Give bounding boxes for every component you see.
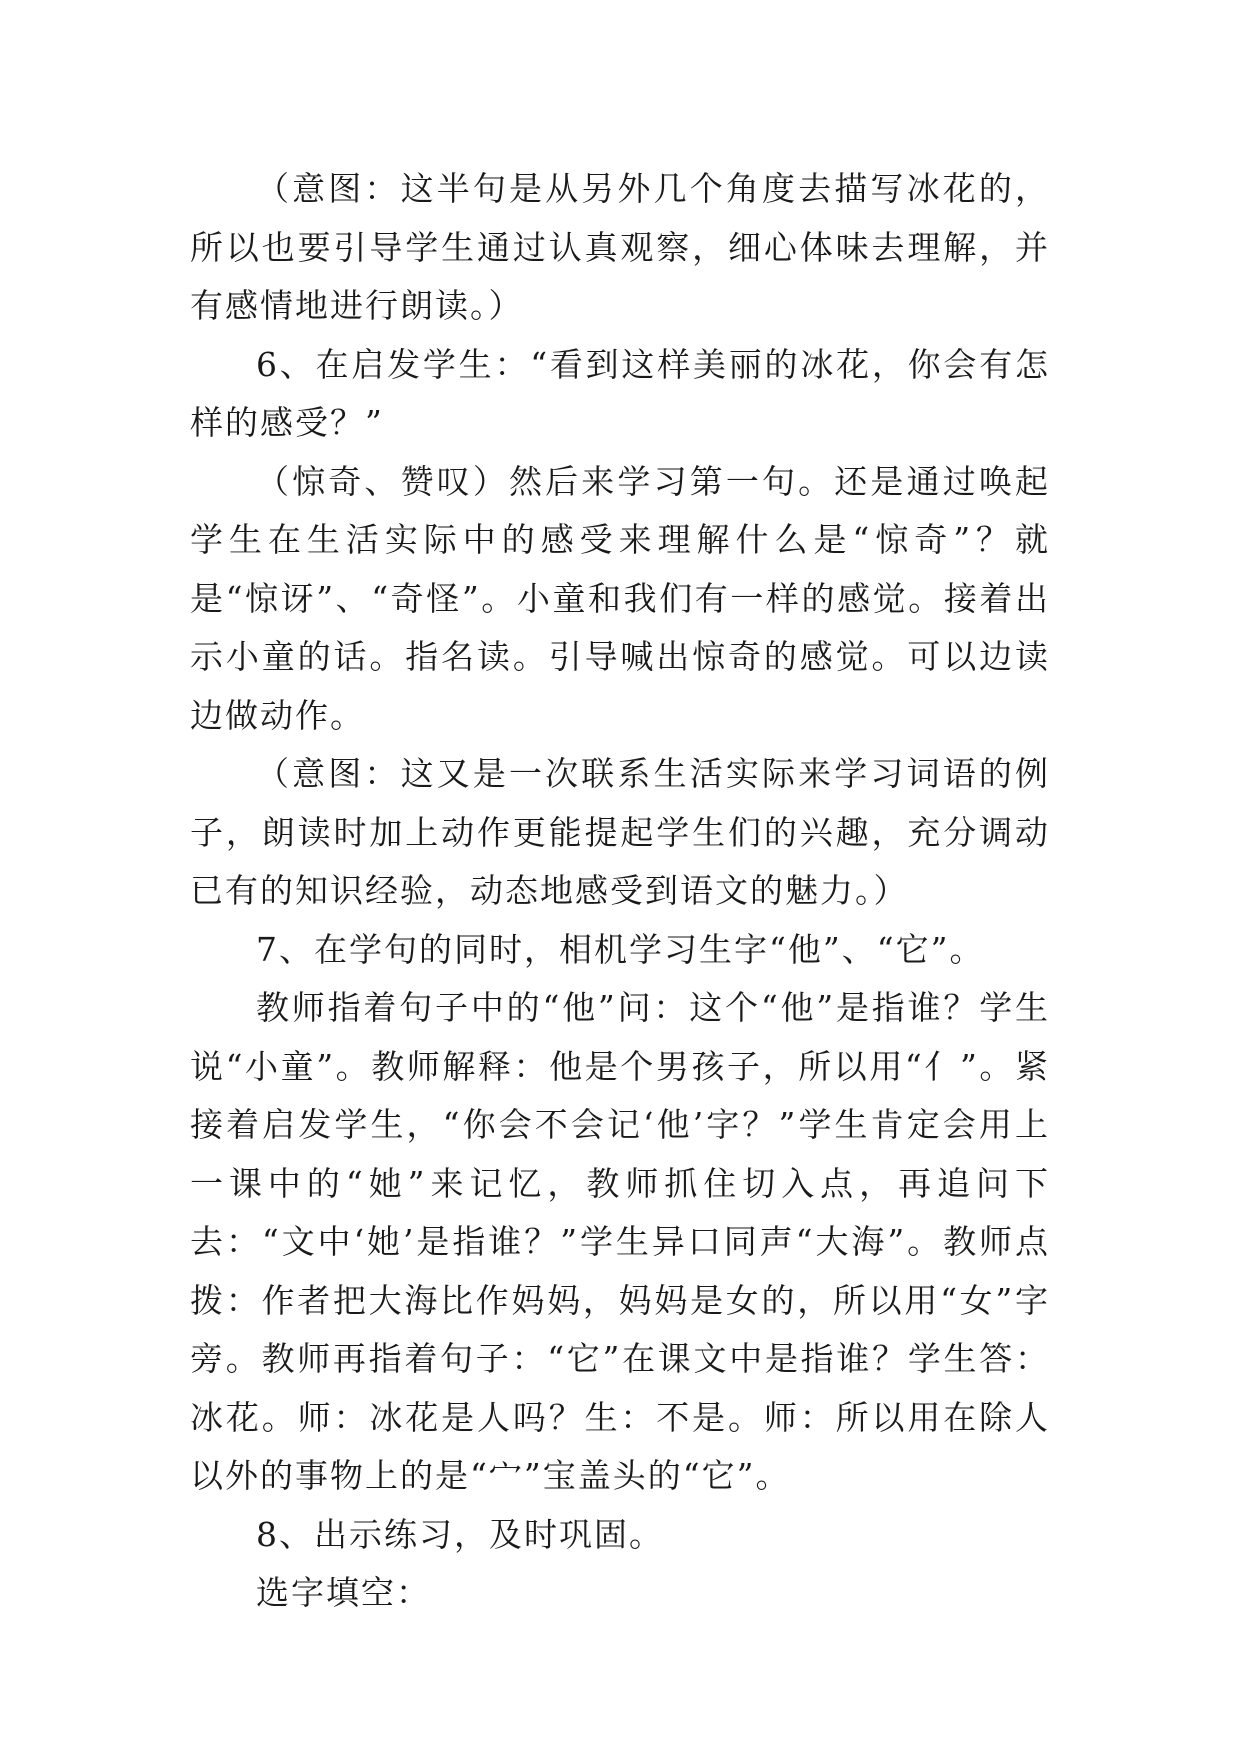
paragraph-fill-in: 选字填空： bbox=[256, 1573, 431, 1612]
paragraph-intent-1: （意图：这半句是从另外几个角度去描写冰花的，所以也要引导学生通过认真观察，细心体味去理解，并有感情地进行朗读。） bbox=[190, 169, 1050, 325]
paragraph-surprise: （惊奇、赞叹）然后来学习第一句。还是通过唤起学生在生活实际中的感受来理解什么是“惊奇”？就是“惊讶”、“奇怪”。小童和我们有一样的感觉。接着出示小童的话。指名读。引导喊出惊奇的感觉。可以边读边做动作。 bbox=[190, 461, 1050, 735]
paragraph-teacher-explanation: 教师指着句子中的“他”问：这个“他”是指谁？学生说“小童”。教师解释：他是个男孩子，所以用“亻”。紧接着启发学生，“你会不会记‘他’字？”学生肯定会用上一课中的“她”来记忆，教师抓住切入点，再追问下去：“文中‘她’是指谁？”学生异口同声“大海”。教师点拨：作者把大海比作妈妈，妈妈是女的，所以用“女”字旁。教师再指着句子：“它”在课文中是指谁？学生答：冰花。师：冰花是人吗？生：不是。师：所以用在除人以外的事物上的是“宀”宝盖头的“它”。 bbox=[190, 988, 1050, 1495]
paragraph-step-8: 8、出示练习，及时巩固。 bbox=[256, 1514, 664, 1554]
document-body bbox=[190, 160, 1050, 1623]
paragraph-intent-2: （意图：这又是一次联系生活实际来学习词语的例子，朗读时加上动作更能提起学生们的兴趣，充分调动已有的知识经验，动态地感受到语文的魅力。） bbox=[190, 754, 1050, 910]
paragraph-step-6: 6、在启发学生：“看到这样美丽的冰花，你会有怎样的感受？” bbox=[190, 344, 1050, 442]
paragraph-step-7: 7、在学句的同时，相机学习生字“他”、“它”。 bbox=[256, 929, 985, 969]
